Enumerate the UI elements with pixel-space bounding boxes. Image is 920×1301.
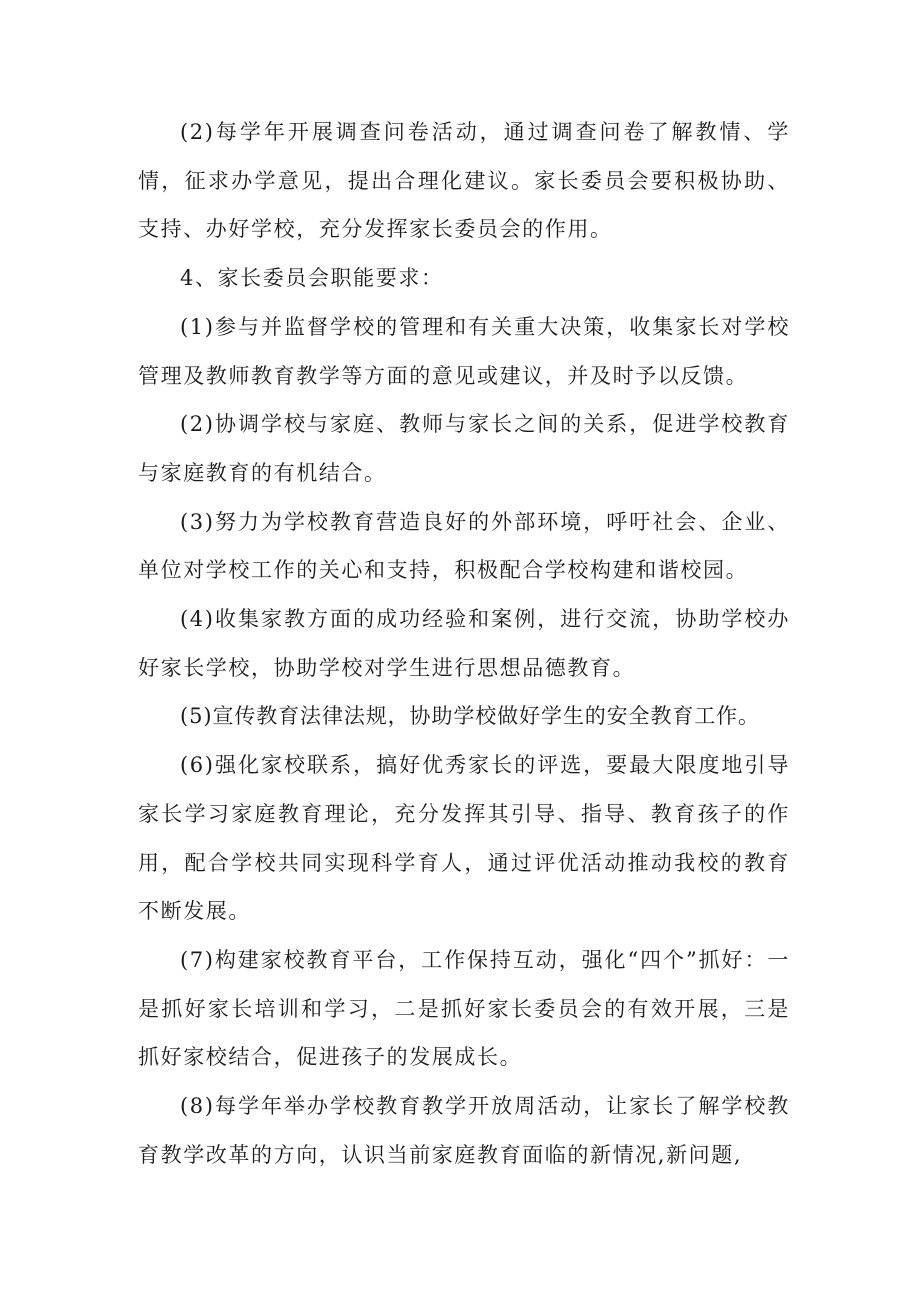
paragraph-item-1: (1)参与并监督学校的管理和有关重大决策，收集家长对学校管理及教师教育教学等方面的意见或建议，并及时予以反馈。 — [138, 314, 790, 388]
paragraph-survey: (2)每学年开展调查问卷活动，通过调查问卷了解教情、学情，征求办学意见，提出合理化建议。家长委员会要积极协助、支持、办好学校，充分发挥家长委员会的作用。 — [138, 120, 790, 242]
paragraph-item-7: (7)构建家校教育平台，工作保持互动，强化“四个”抓好：一是抓好家长培训和学习，二是抓好家长委员会的有效开展，三是抓好家校结合，促进孩子的发展成长。 — [138, 947, 790, 1070]
paragraph-section-4-heading: 4、家长委员会职能要求： — [180, 266, 444, 291]
paragraph-item-2: (2)协调学校与家庭、教师与家长之间的关系，促进学校教育与家庭教育的有机结合。 — [138, 412, 790, 485]
paragraph-item-3: (3)努力为学校教育营造良好的外部环境，呼吁社会、企业、单位对学校工作的关心和支持，积极配合学校构建和谐校园。 — [138, 509, 790, 583]
paragraph-item-6: (6)强化家校联系，搞好优秀家长的评选，要最大限度地引导家长学习家庭教育理论，充分发挥其引导、指导、教育孩子的作用，配合学校共同实现科学育人，通过评优活动推动我校的教育不断发展。 — [138, 753, 790, 924]
paragraph-item-4: (4)收集家教方面的成功经验和案例，进行交流，协助学校办好家长学校，协助学校对学生进行思想品德教育。 — [138, 607, 790, 680]
document-body — [138, 108, 790, 1179]
paragraph-item-8: (8)每学年举办学校教育教学开放周活动，让家长了解学校教育教学改革的方向，认识当前家庭教育面临的新情况,新问题, — [138, 1094, 790, 1167]
paragraph-item-5: (5)宣传教育法律法规，协助学校做好学生的安全教育工作。 — [180, 704, 760, 729]
